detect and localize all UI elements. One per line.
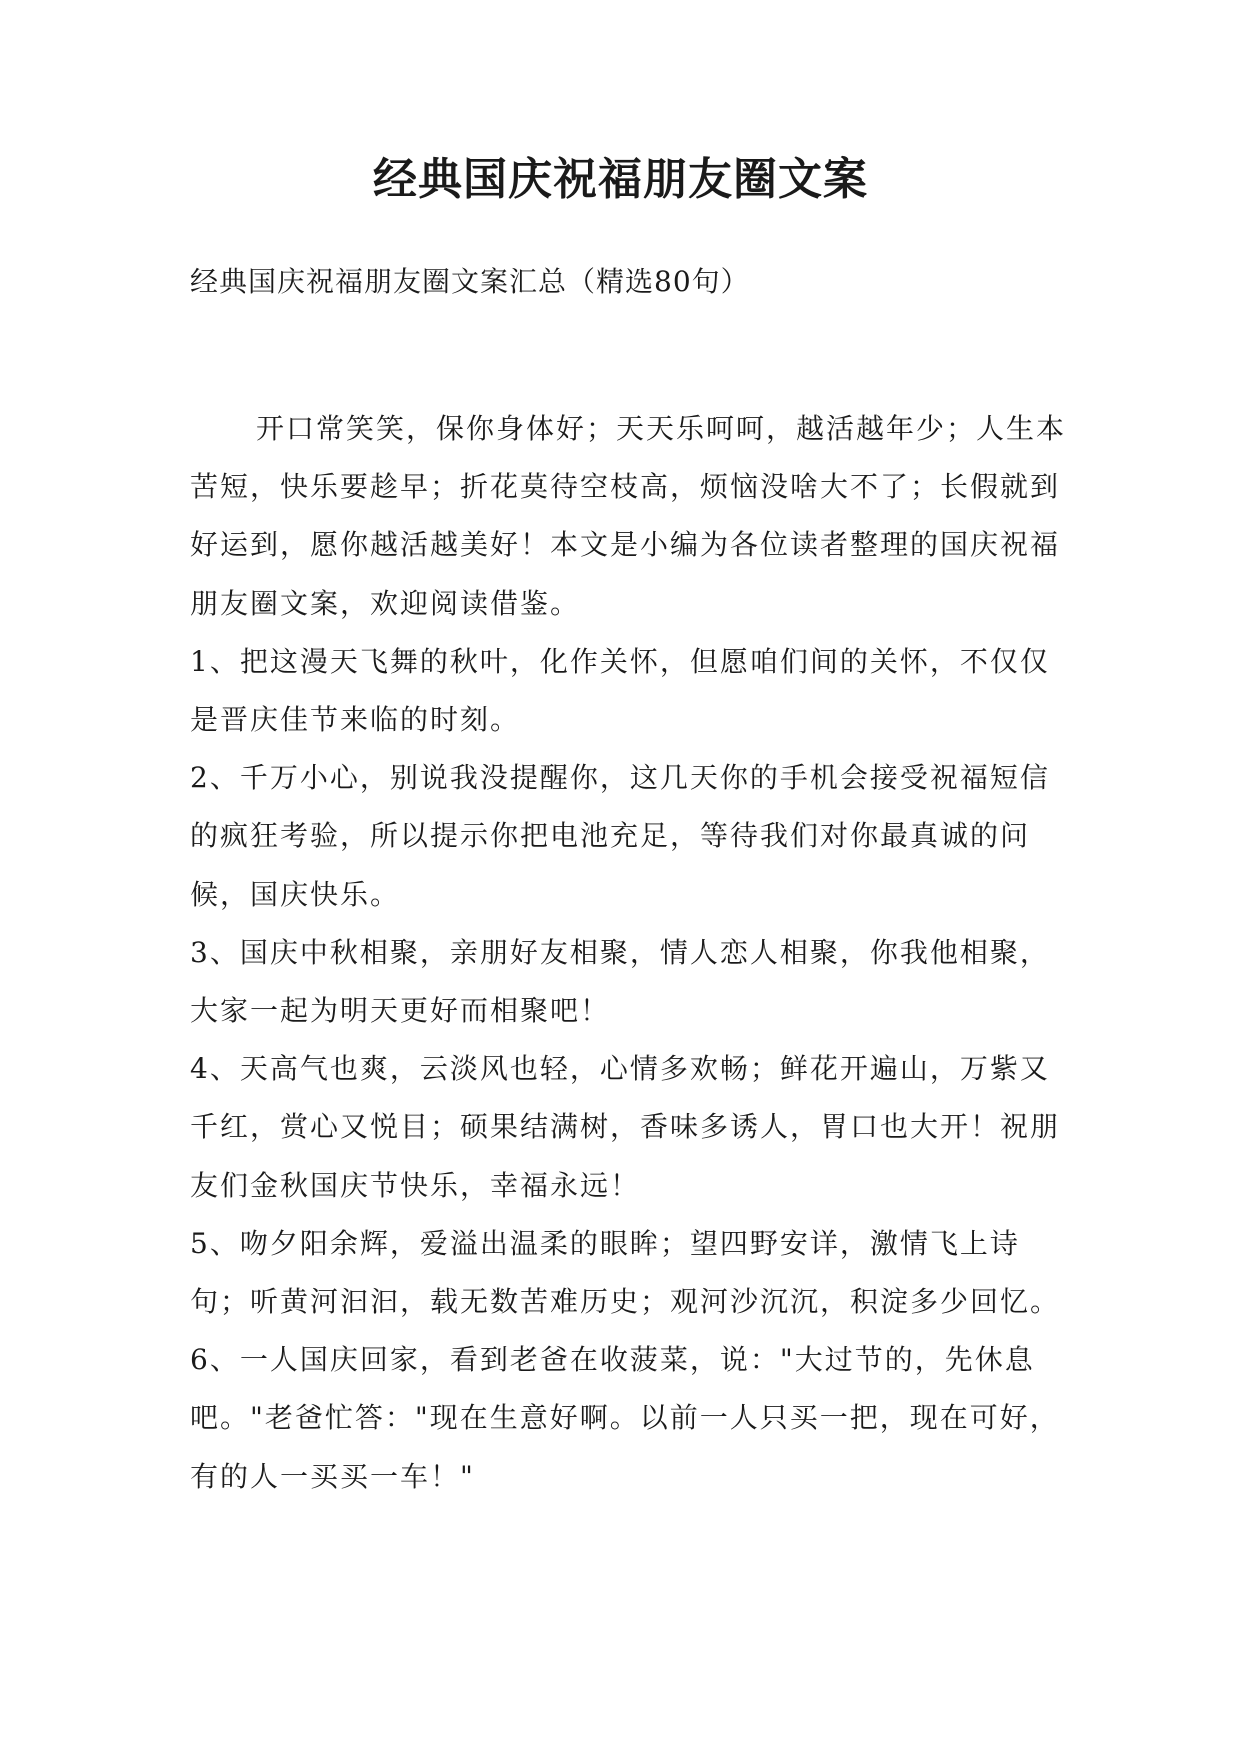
list-item: 3、国庆中秋相聚，亲朋好友相聚，情人恋人相聚，你我他相聚，大家一起为明天更好而相聚吧！ xyxy=(190,935,1050,1028)
document-body xyxy=(190,400,1070,1506)
document-subtitle: 经典国庆祝福朋友圈文案汇总（精选80句） xyxy=(190,265,750,298)
list-item: 4、天高气也爽，云淡风也轻，心情多欢畅；鲜花开遍山，万紫又千红，赏心又悦目；硕果结满树，香味多诱人，胃口也大开！祝朋友们金秋国庆节快乐，幸福永远！ xyxy=(190,1052,1061,1202)
list-item: 2、千万小心，别说我没提醒你，这几天你的手机会接受祝福短信的疯狂考验，所以提示你把电池充足，等待我们对你最真诚的问候，国庆快乐。 xyxy=(190,761,1050,911)
list-item: 6、一人国庆回家，看到老爸在收菠菜，说："大过节的，先休息吧。"老爸忙答："现在生意好啊。以前一人只买一把，现在可好，有的人一买买一车！" xyxy=(190,1343,1060,1493)
list-item: 1、把这漫天飞舞的秋叶，化作关怀，但愿咱们间的关怀，不仅仅是晋庆佳节来临的时刻。 xyxy=(190,644,1050,737)
document-title: 经典国庆祝福朋友圈文案 xyxy=(373,154,868,205)
list-item: 5、吻夕阳余辉，爱溢出温柔的眼眸；望四野安详，激情飞上诗句；听黄河汩汩，载无数苦难历史；观河沙沉沉，积淀多少回忆。 xyxy=(190,1226,1061,1319)
intro-paragraph: 开口常笑笑，保你身体好；天天乐呵呵，越活越年少；人生本苦短，快乐要趁早；折花莫待空枝高，烦恼没啥大不了；长假就到好运到，愿你越活越美好！本文是小编为各位读者整理的国庆祝福朋友圈文案，欢迎阅读借鉴。 xyxy=(190,412,1067,620)
